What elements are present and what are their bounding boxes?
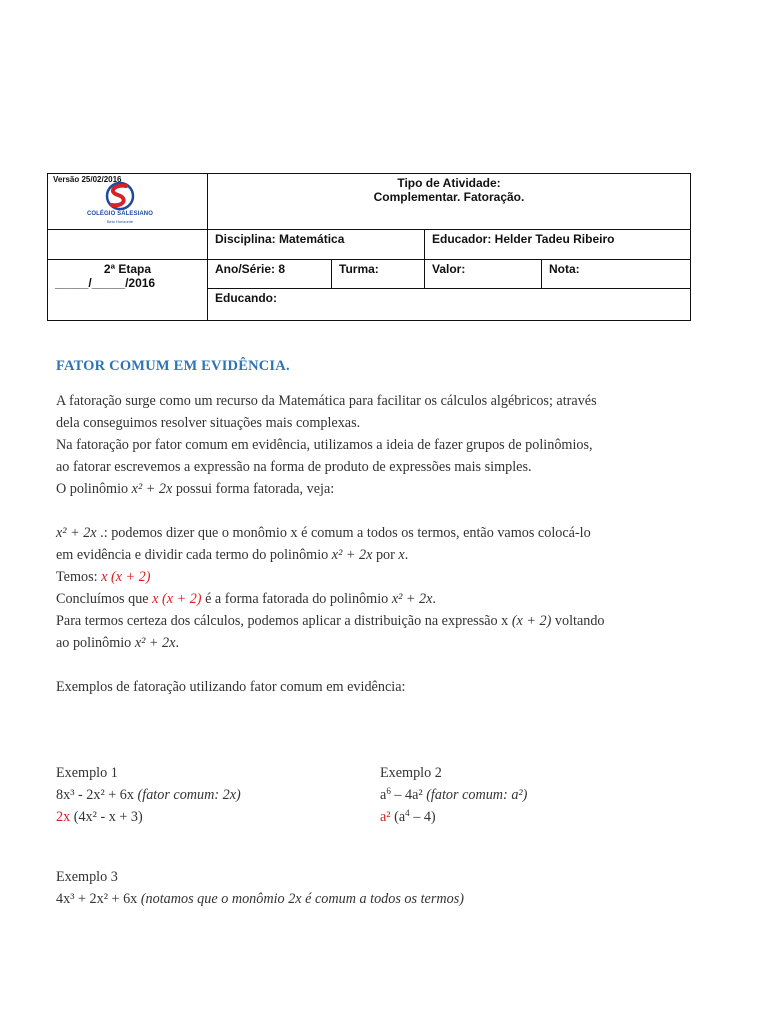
paragraph-3: O polinômio x² + 2x possui forma fatorada, veja: <box>56 481 335 497</box>
example-3-title: Exemplo 3 <box>56 869 118 885</box>
class-cell: Turma: <box>332 260 425 289</box>
example-2-expression: $a^6 - 4a^2$ (fator comum: a²) <box>380 786 528 803</box>
section-heading: FATOR COMUM EM EVIDÊNCIA. <box>56 358 290 374</box>
example-3-expression: 4x³ + 2x² + 6x (notamos que o monômio 2x é comum a todos os termos) <box>56 891 464 907</box>
paragraph-9: ao polinômio x² + 2x. <box>56 635 179 651</box>
content <box>56 355 696 698</box>
school-logo <box>78 180 162 230</box>
paragraph-6: Temos: x (x + 2) <box>56 569 151 585</box>
header-table <box>47 173 691 321</box>
paragraph-5: em evidência e dividir cada termo do polinômio x² + 2x por x. <box>56 547 409 563</box>
stage-label: 2ª Etapa <box>103 262 152 276</box>
paragraph-2: Na fatoração por fator comum em evidência, utilizamos a ideia de fazer grupos de polinômios, ao fatorar escrevemos a expressão na forma de produto de expressões mais simples. <box>56 437 593 475</box>
grade-cell: Ano/Série: 8 <box>208 260 332 289</box>
logo-subtitle: Belo Horizonte <box>106 219 134 224</box>
paragraph-8: Para termos certeza dos cálculos, podemos aplicar a distribuição na expressão x (x + 2) voltando <box>56 613 605 629</box>
grade-result-cell: Nota: <box>542 260 691 289</box>
paragraph-1: A fatoração surge como um recurso da Matemática para facilitar os cálculos algébricos; através dela conseguimos resolver situações mais complexas. <box>56 393 597 431</box>
example-3 <box>56 866 696 910</box>
student-cell: Educando: <box>208 289 691 321</box>
paragraph-10: Exemplos de fatoração utilizando fator comum em evidência: <box>56 679 406 695</box>
logo-cell <box>48 174 208 230</box>
example-2 <box>380 762 700 828</box>
example-2-title: Exemplo 2 <box>380 765 442 781</box>
example-2-result: a² $(a^4 - 4)$ <box>380 808 436 825</box>
example-1 <box>56 762 376 828</box>
example-1-result: 2x (4x² - x + 3) <box>56 809 143 825</box>
logo-name: COLÉGIO SALESIANO <box>86 211 154 217</box>
paragraph-7: Concluímos que x (x + 2) é a forma fatorada do polinômio x² + 2x. <box>56 591 436 607</box>
date-field: _____/_____/2016 <box>55 276 156 290</box>
logo-cell-bottom <box>48 230 208 260</box>
example-1-expression: 8x³ - 2x² + 6x (fator comum: 2x) <box>56 787 241 803</box>
activity-type-value: Complementar. Fatoração. <box>373 190 525 204</box>
example-1-title: Exemplo 1 <box>56 765 118 781</box>
salesiano-logo-icon <box>78 180 162 212</box>
version-label: Versão 25/02/2016 <box>53 175 122 184</box>
value-cell: Valor: <box>425 260 542 289</box>
paragraph-4: x² + 2x .: podemos dizer que o monômio x é comum a todos os termos, então vamos colocá-lo <box>56 525 591 541</box>
teacher-cell: Educador: Helder Tadeu Ribeiro <box>425 230 691 260</box>
activity-type-cell <box>208 174 691 230</box>
activity-type-label: Tipo de Atividade: <box>397 176 501 190</box>
stage-cell <box>48 260 208 321</box>
subject-cell: Disciplina: Matemática <box>208 230 425 260</box>
